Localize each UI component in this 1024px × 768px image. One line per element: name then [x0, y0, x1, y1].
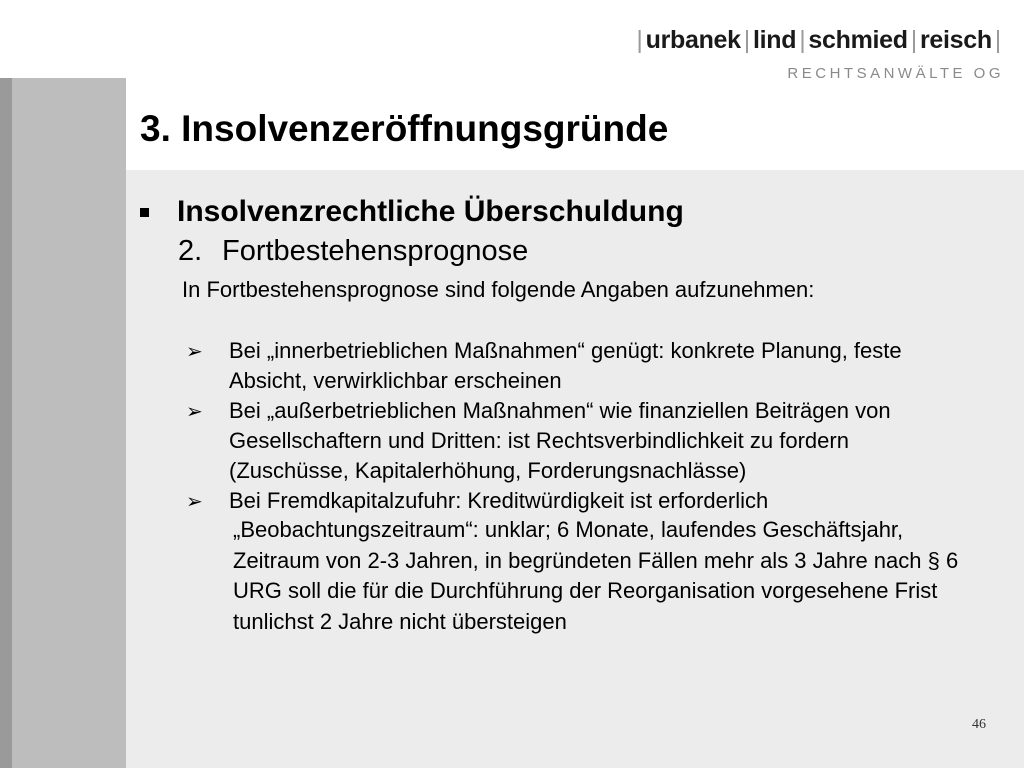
list-item-text: Bei „außerbetrieblichen Maßnahmen“ wie finanziellen Beiträgen von Gesellschaftern und Dritten: ist Rechtsverbindlichkeit zu fordern (Zuschüsse, Kapitalerhöhung, Forderungsnachlässe) [229, 398, 891, 483]
logo-name-lind: lind [752, 26, 797, 54]
bullet-heading: Insolvenzrechtliche Überschuldung [177, 195, 684, 228]
bullet-heading-row [140, 195, 684, 229]
numbered-label: Fortbestehensprognose [222, 235, 529, 267]
square-bullet-icon [140, 208, 149, 217]
slide-title: 3. Insolvenzeröffnungsgründe [140, 108, 669, 149]
continuation-text: „Beobachtungszeitraum“: unklar; 6 Monate, laufendes Geschäftsjahr, Zeitraum von 2-3 Jahren, in begründeten Fällen mehr als 3 Jahre nach § 6 URG soll die für die Durchführung der Reorganisation vorgesehene Frist tunlichst 2 Jahre nicht übersteigen [233, 517, 959, 634]
numbered-item [178, 235, 528, 268]
arrow-list [186, 336, 966, 516]
list-item [186, 486, 966, 516]
numbered-index: 2. [178, 235, 203, 267]
list-item-text: Bei Fremdkapitalzufuhr: Kreditwürdigkeit ist erforderlich [229, 488, 769, 513]
list-item-text: Bei „innerbetrieblichen Maßnahmen“ genügt: konkrete Planung, feste Absicht, verwirklichbar erscheinen [229, 338, 902, 393]
logo-name-urbanek: urbanek [645, 26, 741, 54]
logo-name-reisch: reisch [919, 26, 992, 54]
left-decorative-strip [0, 78, 126, 768]
arrow-bullet-icon: ➢ [186, 399, 203, 423]
logo-separator: | [799, 26, 806, 54]
page-number: 46 [972, 717, 986, 732]
logo-separator: | [910, 26, 917, 54]
arrow-bullet-icon: ➢ [186, 339, 203, 363]
logo-separator: | [994, 26, 1001, 54]
logo-separator: | [636, 26, 643, 54]
logo-subtitle: RECHTSANWÄLTE OG [787, 65, 1004, 82]
arrow-bullet-icon: ➢ [186, 489, 203, 513]
firm-logo [633, 26, 1004, 82]
left-strip-accent [0, 78, 12, 768]
logo-names [633, 26, 1004, 55]
list-item [186, 336, 966, 396]
logo-separator: | [743, 26, 750, 54]
list-item [186, 396, 966, 486]
intro-text: In Fortbestehensprognose sind folgende Angaben aufzunehmen: [182, 277, 815, 302]
logo-name-schmied: schmied [808, 26, 908, 54]
